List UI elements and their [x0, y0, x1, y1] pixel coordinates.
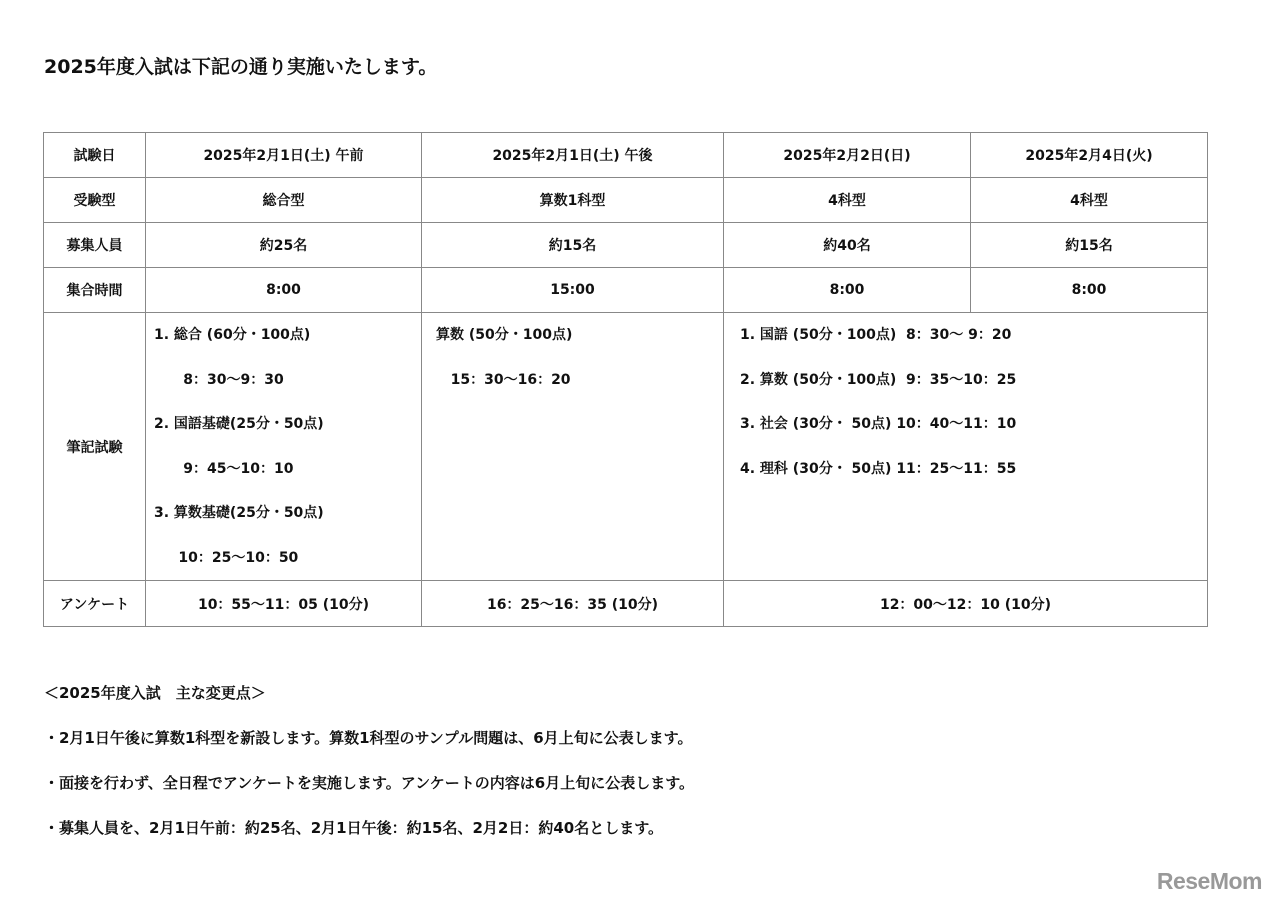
- written-line: 1. 総合 (60分・100点): [154, 327, 311, 343]
- written-line: 9：45〜10：10: [154, 460, 294, 477]
- written-line: 2. 国語基礎(25分・50点): [154, 416, 324, 432]
- exam-schedule-table: [43, 132, 1208, 627]
- table-row-type: [44, 178, 1208, 223]
- cell: 8:00: [971, 268, 1208, 313]
- written-line: 8：30〜9：30: [154, 371, 284, 388]
- cell: 15:00: [422, 268, 724, 313]
- cell: 12：00〜12：10 (10分): [724, 581, 1208, 627]
- changes-section: [44, 680, 694, 860]
- written-line: 3. 算数基礎(25分・50点): [154, 505, 324, 521]
- cell: [422, 313, 724, 581]
- cell: 算数1科型: [422, 178, 724, 223]
- table-row-capacity: [44, 223, 1208, 268]
- cell: 2025年2月1日(土) 午後: [422, 133, 724, 178]
- written-line: 15：30〜16：20: [436, 371, 571, 388]
- row-label: 試験日: [44, 133, 146, 178]
- cell: 10：55〜11：05 (10分): [146, 581, 422, 627]
- written-line: 算数 (50分・100点): [436, 327, 573, 343]
- cell: 16：25〜16：35 (10分): [422, 581, 724, 627]
- row-label: 筆記試験: [44, 313, 146, 581]
- cell: [724, 313, 1208, 581]
- cell: [146, 313, 422, 581]
- row-label: アンケート: [44, 581, 146, 627]
- cell: 4科型: [724, 178, 971, 223]
- row-label: 集合時間: [44, 268, 146, 313]
- row-label: 募集人員: [44, 223, 146, 268]
- cell: 2025年2月2日(日): [724, 133, 971, 178]
- written-line: 1. 国語 (50分・100点) 8：30〜 9：20: [740, 327, 1012, 343]
- written-line: 2. 算数 (50分・100点) 9：35〜10：25: [740, 371, 1017, 388]
- cell: 2025年2月4日(火): [971, 133, 1208, 178]
- change-item: ・2月1日午後に算数1科型を新設します。算数1科型のサンプル問題は、6月上旬に公表します。: [44, 729, 693, 747]
- written-line: 10：25〜10：50: [154, 549, 299, 566]
- change-item: ・募集人員を、2月1日午前：約25名、2月1日午後：約15名、2月2日：約40名とします。: [44, 819, 664, 837]
- table-row-date: [44, 133, 1208, 178]
- table-row-written: [44, 313, 1208, 581]
- written-line: 4. 理科 (30分・ 50点) 11：25〜11：55: [740, 460, 1017, 477]
- cell: 8:00: [724, 268, 971, 313]
- table-row-assembly: [44, 268, 1208, 313]
- change-item: ・面接を行わず、全日程でアンケートを実施します。アンケートの内容は6月上旬に公表します。: [44, 774, 695, 792]
- written-line: 3. 社会 (30分・ 50点) 10：40〜11：10: [740, 416, 1017, 432]
- resemom-logo: ReseMom: [1156, 868, 1262, 894]
- cell: 約40名: [724, 223, 971, 268]
- cell: 約25名: [146, 223, 422, 268]
- changes-heading: ＜2025年度入試 主な変更点＞: [44, 684, 266, 702]
- row-label: 受験型: [44, 178, 146, 223]
- table-row-survey: [44, 581, 1208, 627]
- cell: 8:00: [146, 268, 422, 313]
- page-title: 2025年度入試は下記の通り実施いたします。: [44, 56, 438, 78]
- cell: 2025年2月1日(土) 午前: [146, 133, 422, 178]
- cell: 総合型: [146, 178, 422, 223]
- cell: 4科型: [971, 178, 1208, 223]
- cell: 約15名: [422, 223, 724, 268]
- cell: 約15名: [971, 223, 1208, 268]
